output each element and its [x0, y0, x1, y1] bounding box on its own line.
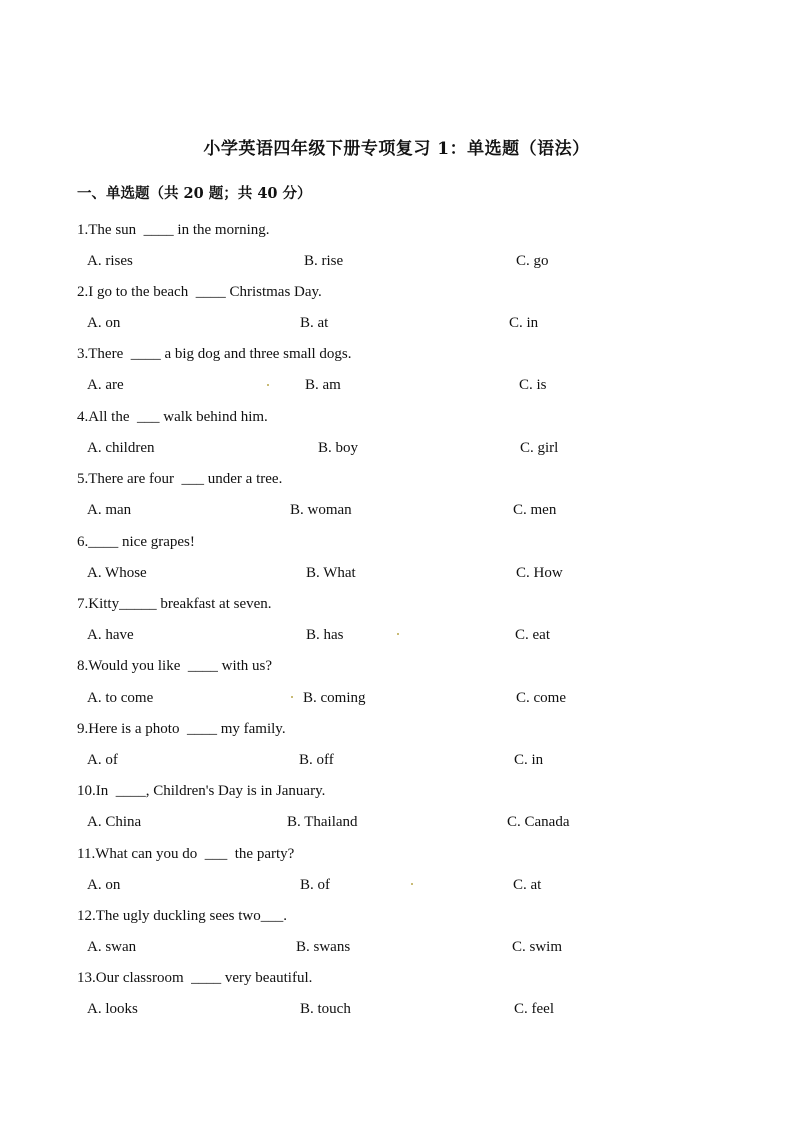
answer-option-c: C. How — [516, 565, 563, 581]
answer-option-c: C. in — [509, 315, 539, 331]
scan-speck — [411, 883, 413, 885]
answer-option-a: A. children — [87, 440, 155, 456]
answer-option-a: A. looks — [87, 1001, 138, 1017]
answer-option-b: B. touch — [300, 1001, 351, 1017]
answer-option-b: B. rise — [304, 253, 344, 269]
answer-option-c: C. swim — [512, 939, 563, 955]
question-stem: 5.There are four ___ under a tree. — [77, 471, 283, 487]
question-stem: 4.All the ___ walk behind him. — [77, 409, 268, 425]
question-stem: 6.____ nice grapes! — [77, 534, 195, 550]
answer-option-c: C. go — [516, 253, 549, 269]
answer-option-c: C. men — [513, 502, 557, 518]
answer-option-a: A. have — [87, 627, 134, 643]
section-heading: 一、单选题（共 20 题；共 40 分） — [77, 185, 312, 202]
question-stem: 1.The sun ____ in the morning. — [77, 222, 270, 238]
question-stem: 7.Kitty_____ breakfast at seven. — [77, 596, 272, 612]
question-stem: 12.The ugly duckling sees two___. — [77, 908, 287, 924]
answer-option-b: B. swans — [296, 939, 351, 955]
answer-option-b: B. off — [299, 752, 334, 768]
answer-option-b: B. at — [300, 315, 329, 331]
answer-option-c: C. feel — [514, 1001, 554, 1017]
page-title: 小学英语四年级下册专项复习 1：单选题（语法） — [203, 139, 590, 159]
answer-option-a: A. rises — [87, 253, 133, 269]
answer-option-c: C. in — [514, 752, 544, 768]
question-stem: 11.What can you do ___ the party? — [77, 846, 295, 862]
answer-option-c: C. girl — [520, 440, 559, 456]
answer-option-c: C. eat — [515, 627, 550, 643]
answer-option-a: A. man — [87, 502, 132, 518]
answer-option-a: A. to come — [87, 690, 154, 706]
answer-option-b: B. Thailand — [287, 814, 358, 830]
question-stem: 13.Our classroom ____ very beautiful. — [77, 970, 313, 986]
answer-option-a: A. swan — [87, 939, 137, 955]
answer-option-a: A. on — [87, 877, 121, 893]
answer-option-a: A. China — [87, 814, 142, 830]
answer-option-c: C. come — [516, 690, 566, 706]
answer-option-a: A. are — [87, 377, 124, 393]
answer-option-b: B. of — [300, 877, 330, 893]
answer-option-a: A. of — [87, 752, 118, 768]
scan-speck — [267, 384, 269, 386]
answer-option-a: A. Whose — [87, 565, 147, 581]
answer-option-b: B. woman — [290, 502, 352, 518]
answer-option-b: B. am — [305, 377, 341, 393]
answer-option-b: B. coming — [303, 690, 366, 706]
question-stem: 9.Here is a photo ____ my family. — [77, 721, 286, 737]
answer-option-c: C. is — [519, 377, 547, 393]
answer-option-b: B. has — [306, 627, 344, 643]
answer-option-c: C. Canada — [507, 814, 570, 830]
scan-speck — [397, 633, 399, 635]
scan-speck — [291, 696, 293, 698]
answer-option-b: B. boy — [318, 440, 359, 456]
question-stem: 3.There ____ a big dog and three small dogs. — [77, 346, 352, 362]
answer-option-b: B. What — [306, 565, 356, 581]
question-stem: 10.In ____, Children's Day is in January. — [77, 783, 326, 799]
question-stem: 2.I go to the beach ____ Christmas Day. — [77, 284, 322, 300]
answer-option-c: C. at — [513, 877, 542, 893]
question-stem: 8.Would you like ____ with us? — [77, 658, 273, 674]
answer-option-a: A. on — [87, 315, 121, 331]
